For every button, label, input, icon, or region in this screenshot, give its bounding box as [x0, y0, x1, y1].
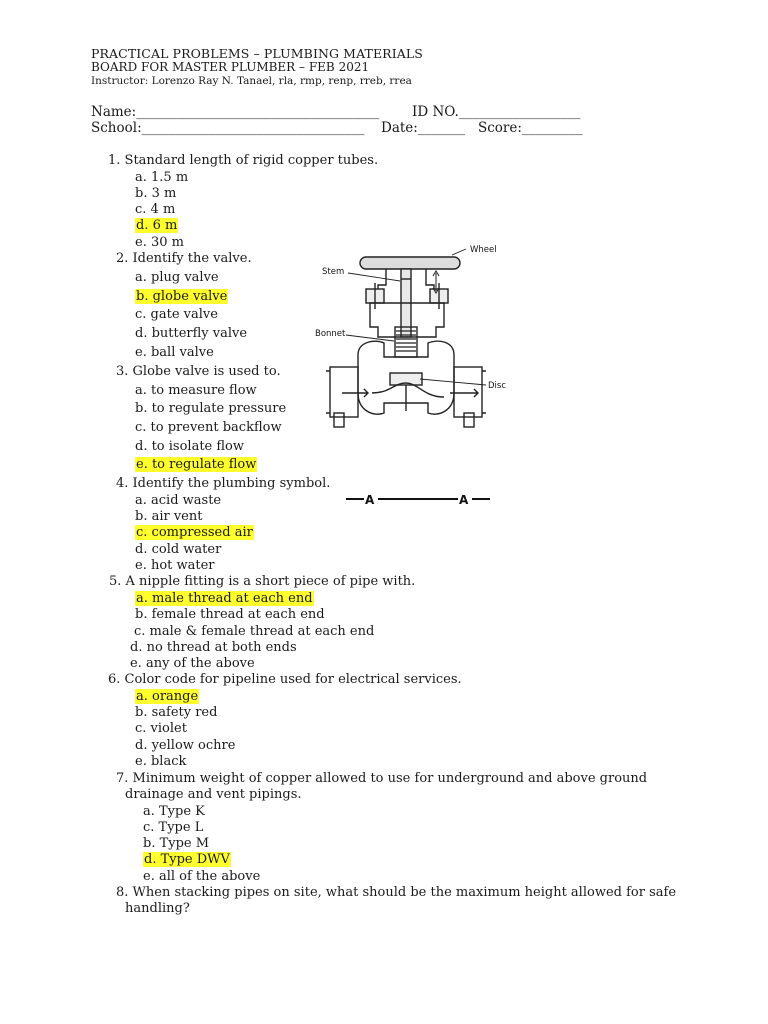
q6-option-e: e. black	[135, 754, 187, 769]
answer-highlight: a. orange	[136, 689, 199, 704]
q1-option-e: e. 30 m	[135, 235, 184, 250]
q1-option-c: c. 4 m	[135, 202, 176, 217]
compressed-air-symbol	[344, 489, 494, 509]
q2-option-d: d. butterfly valve	[135, 326, 248, 341]
q4-option-c	[135, 525, 254, 540]
answer-highlight: e. to regulate flow	[136, 457, 257, 472]
question-8: 8. When stacking pipes on site, what should be the maximum height allowed for safe	[116, 885, 677, 900]
q7-option-d	[143, 852, 231, 867]
bonnet-label: Bonnet	[315, 329, 346, 339]
q7-option-e: e. all of the above	[143, 869, 261, 884]
q5-option-e: e. any of the above	[130, 656, 255, 671]
disc-label: Disc	[488, 381, 507, 391]
question-6: 6. Color code for pipeline used for electrical services.	[108, 672, 462, 687]
answer-highlight: a. male thread at each end	[136, 591, 313, 606]
question-1: 1. Standard length of rigid copper tubes.	[108, 153, 379, 168]
q7-option-b: b. Type M	[143, 836, 210, 851]
q4-option-a: a. acid waste	[135, 493, 222, 508]
q2-option-e: e. ball valve	[135, 345, 214, 360]
document-title: PRACTICAL PROBLEMS – PLUMBING MATERIALS	[91, 46, 423, 61]
score-field: Score:_________	[478, 120, 583, 136]
q7-option-a: a. Type K	[143, 804, 205, 819]
symbol-letter-left: A	[365, 493, 375, 507]
wheel-label: Wheel	[470, 245, 497, 255]
q6-option-a	[135, 689, 199, 704]
q2-option-a: a. plug valve	[135, 270, 219, 285]
q5-option-d: d. no thread at both ends	[130, 640, 297, 655]
q5-option-c: c. male & female thread at each end	[134, 624, 375, 639]
answer-highlight: b. globe valve	[136, 289, 228, 304]
question-3: 3. Globe valve is used to.	[116, 364, 281, 379]
question-5: 5. A nipple fitting is a short piece of pipe with.	[109, 574, 416, 589]
board-line: BOARD FOR MASTER PLUMBER – FEB 2021	[91, 60, 370, 74]
q3-option-e	[135, 457, 257, 472]
q1-option-b: b. 3 m	[135, 186, 177, 201]
question-4: 4. Identify the plumbing symbol.	[116, 476, 331, 491]
q3-option-d: d. to isolate flow	[135, 439, 245, 454]
q4-option-e: e. hot water	[135, 558, 215, 573]
question-8-cont: handling?	[125, 901, 190, 916]
q6-option-d: d. yellow ochre	[135, 738, 236, 753]
date-field: Date:_______	[381, 120, 466, 136]
q6-option-c: c. violet	[135, 721, 187, 736]
q1-option-a: a. 1.5 m	[135, 170, 189, 185]
q4-option-d: d. cold water	[135, 542, 222, 557]
stem-label: Stem	[322, 267, 345, 277]
answer-highlight: d. 6 m	[136, 218, 178, 233]
q6-option-b: b. safety red	[135, 705, 218, 720]
globe-valve-diagram	[315, 243, 520, 443]
q3-option-c: c. to prevent backflow	[135, 420, 282, 435]
question-2: 2. Identify the valve.	[116, 251, 252, 266]
q2-option-b	[135, 289, 228, 304]
q7-option-c: c. Type L	[143, 820, 204, 835]
answer-highlight: c. compressed air	[136, 525, 253, 540]
question-7: 7. Minimum weight of copper allowed to use for underground and above ground	[116, 771, 648, 786]
instructor-line: Instructor: Lorenzo Ray N. Tanael, rla, rmp, renp, rreb, rrea	[91, 75, 412, 87]
answer-highlight: d. Type DWV	[144, 852, 230, 867]
q3-option-b: b. to regulate pressure	[135, 401, 287, 416]
q5-option-b: b. female thread at each end	[135, 607, 325, 622]
q5-option-a	[135, 591, 314, 606]
name-field: Name:____________________________________	[91, 104, 380, 120]
q4-option-b: b. air vent	[135, 509, 203, 524]
school-field: School:_________________________________	[91, 120, 365, 136]
question-7-cont: drainage and vent pipings.	[125, 787, 302, 802]
q2-option-c: c. gate valve	[135, 307, 218, 322]
q1-option-d	[135, 218, 178, 233]
q3-option-a: a. to measure flow	[135, 383, 257, 398]
symbol-letter-right: A	[459, 493, 469, 507]
id-field: ID NO.__________________	[412, 104, 581, 120]
